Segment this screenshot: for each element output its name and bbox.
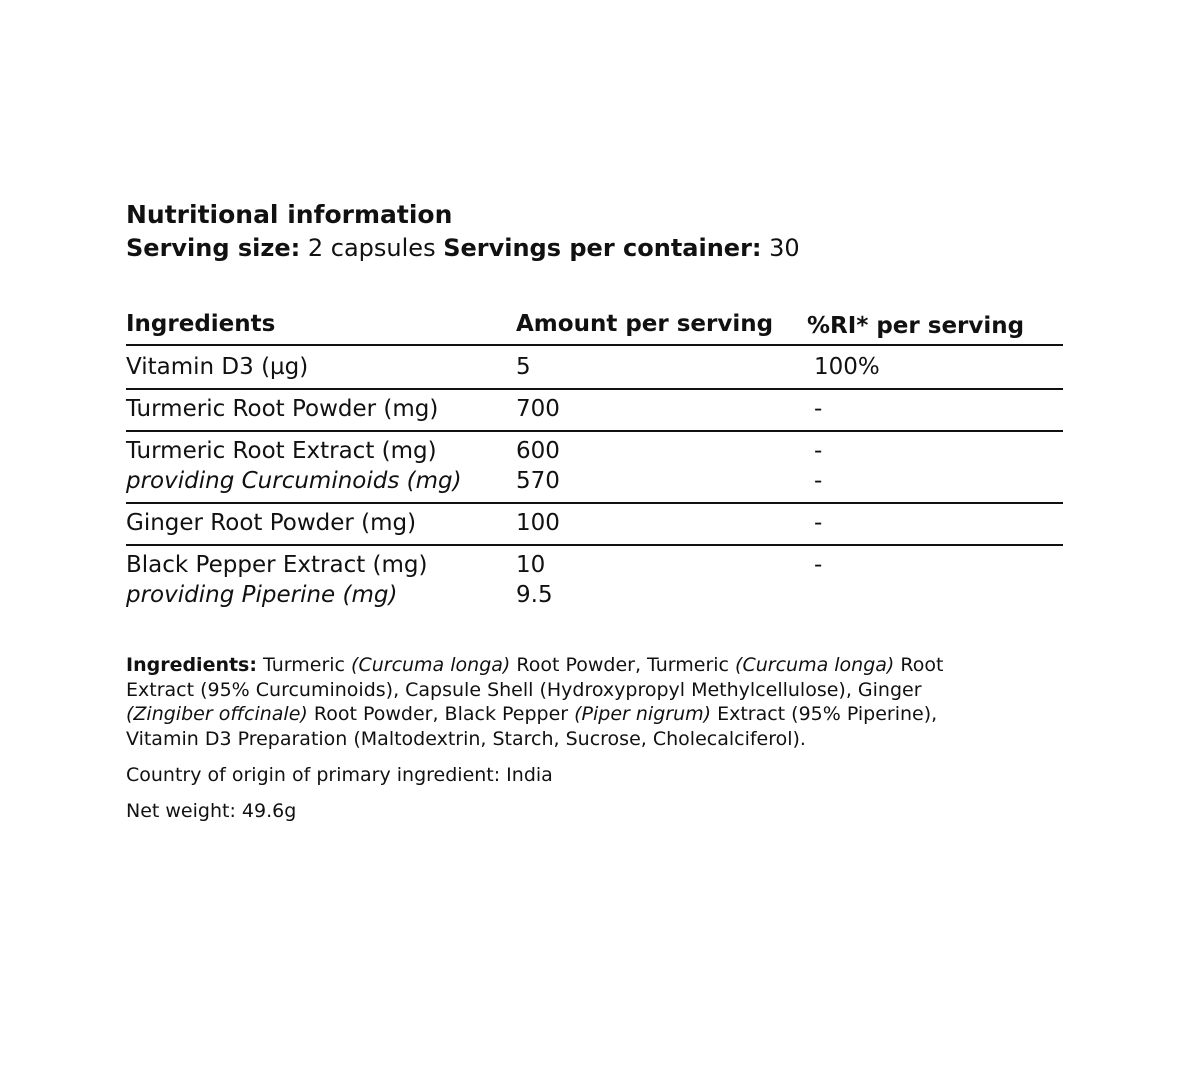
ingredient-sub-name: providing Curcuminoids (mg) xyxy=(126,468,462,494)
table-header-row xyxy=(126,306,1063,346)
ingredient-ri: 100% xyxy=(814,354,880,380)
table-row xyxy=(126,432,1063,504)
serving-info xyxy=(126,232,1066,264)
header-amount: Amount per serving xyxy=(516,311,774,337)
serving-size-value: 2 capsules xyxy=(300,234,444,262)
ingredient-amount: 600 xyxy=(516,438,560,464)
ingredient-ri: - xyxy=(814,438,823,464)
ingredient-sub-name: providing Piperine (mg) xyxy=(126,582,398,608)
ingredients-text: Root Powder, Black Pepper xyxy=(307,703,575,725)
header-ingredients: Ingredients xyxy=(126,311,276,337)
panel-title: Nutritional information xyxy=(126,200,453,229)
table-row xyxy=(126,504,1063,546)
table-row xyxy=(126,346,1063,390)
ingredient-amount: 10 xyxy=(516,552,546,578)
ingredient-sub-amount: 570 xyxy=(516,468,560,494)
ingredients-label: Ingredients: xyxy=(126,654,257,676)
ingredient-amount: 700 xyxy=(516,396,560,422)
servings-per-container-label: Servings per container: xyxy=(443,234,762,262)
ingredient-amount: 5 xyxy=(516,354,531,380)
nutrition-panel xyxy=(126,198,1066,822)
latin-name: (Curcuma longa) xyxy=(735,654,895,676)
table-row xyxy=(126,390,1063,432)
latin-name: (Zingiber offcinale) xyxy=(126,703,308,725)
ingredient-ri: - xyxy=(814,396,823,422)
ingredients-text: Root Powder, Turmeric xyxy=(510,654,736,676)
ingredients-list xyxy=(126,653,1006,751)
ingredients-text: Root Extract (95% Curcuminoids), Capsule Shell (Hydroxypropyl Methylcellulose), Ginger xyxy=(126,654,944,701)
ingredient-amount: 100 xyxy=(516,510,560,536)
ingredient-name: Turmeric Root Extract (mg) xyxy=(126,438,437,464)
ingredient-sub-ri: - xyxy=(814,468,823,494)
servings-per-container-value: 30 xyxy=(761,234,800,262)
serving-size-label: Serving size: xyxy=(126,234,301,262)
net-weight: Net weight: 49.6g xyxy=(126,800,297,822)
ingredient-sub-amount: 9.5 xyxy=(516,582,553,608)
ingredient-name: Vitamin D3 (µg) xyxy=(126,354,309,380)
country-of-origin: Country of origin of primary ingredient: India xyxy=(126,764,553,786)
latin-name: (Curcuma longa) xyxy=(351,654,511,676)
ingredient-name: Ginger Root Powder (mg) xyxy=(126,510,417,536)
table-row xyxy=(126,546,1063,614)
ingredients-text: Extract (95% Piperine), Vitamin D3 Preparation (Maltodextrin, Starch, Sucrose, Cholecalciferol). xyxy=(126,703,938,750)
ingredient-name: Black Pepper Extract (mg) xyxy=(126,552,428,578)
nutrition-table xyxy=(126,306,1063,614)
latin-name: (Piper nigrum) xyxy=(574,703,712,725)
ingredient-ri: - xyxy=(814,510,823,536)
header-ri: %RI* per serving xyxy=(807,313,1025,339)
ingredients-text: Turmeric xyxy=(256,654,352,676)
ingredient-ri: - xyxy=(814,552,823,578)
ingredient-name: Turmeric Root Powder (mg) xyxy=(126,396,439,422)
